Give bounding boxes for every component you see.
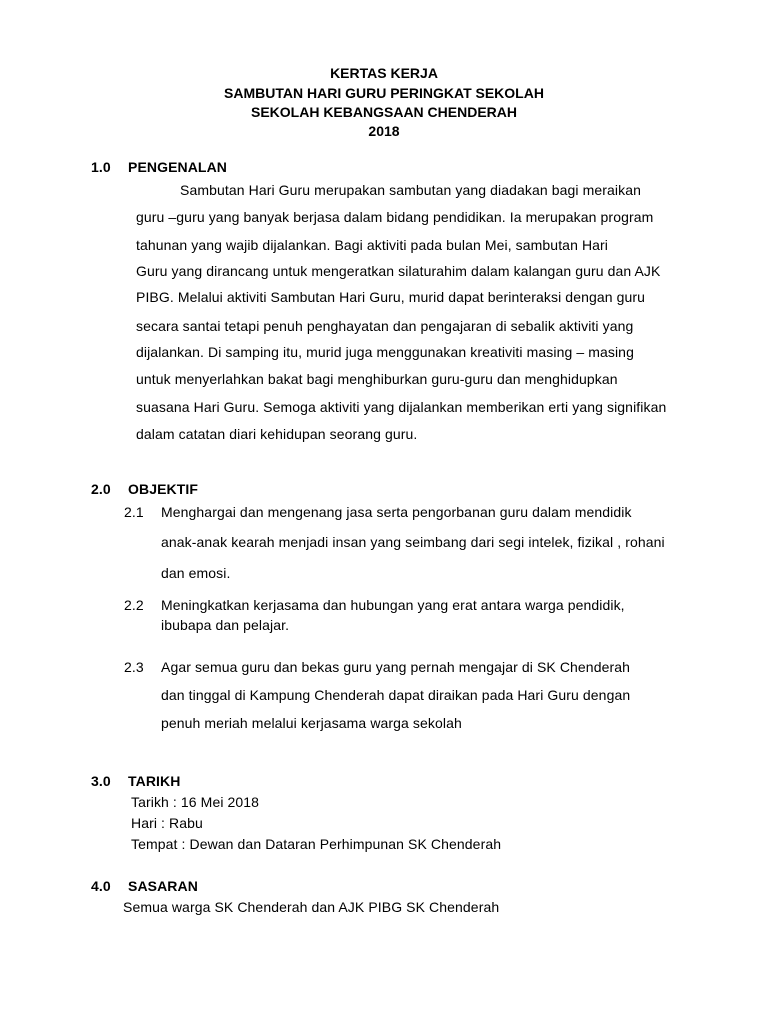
paragraph-line: dalam catatan diari kehidupan seorang guru. — [136, 426, 418, 442]
date-row: Tarikh : 16 Mei 2018 — [131, 794, 260, 810]
paragraph-line: PIBG. Melalui aktiviti Sambutan Hari Guru, murid dapat berinteraksi dengan guru — [136, 289, 646, 305]
section-3-number: 3.0 — [91, 773, 111, 789]
objective-line: Agar semua guru dan bekas guru yang pernah mengajar di SK Chenderah — [161, 659, 631, 675]
venue-row: Tempat : Dewan dan Dataran Perhimpunan SK Chenderah — [131, 836, 502, 852]
document-subtitle: SAMBUTAN HARI GURU PERINGKAT SEKOLAH — [224, 85, 544, 101]
objective-line: Meningkatkan kerjasama dan hubungan yang erat antara warga pendidik, — [161, 597, 625, 613]
paragraph-line: untuk menyerlahkan bakat bagi menghiburkan guru-guru dan menghidupkan — [136, 371, 618, 387]
objective-line: anak-anak kearah menjadi insan yang seimbang dari segi intelek, fizikal , rohani — [161, 534, 665, 550]
section-2-number: 2.0 — [91, 481, 111, 497]
section-4-number: 4.0 — [91, 878, 111, 894]
objective-line: ibubapa dan pelajar. — [161, 617, 290, 633]
section-4-title: SASARAN — [128, 878, 198, 894]
objective-line: Menghargai dan mengenang jasa serta pengorbanan guru dalam mendidik — [161, 504, 632, 520]
paragraph-line: Sambutan Hari Guru merupakan sambutan yang diadakan bagi meraikan — [180, 182, 641, 198]
day-row: Hari : Rabu — [131, 815, 203, 831]
paragraph-line: dijalankan. Di samping itu, murid juga menggunakan kreativiti masing – masing — [136, 344, 634, 360]
document-title: KERTAS KERJA — [330, 65, 438, 81]
objective-line: dan emosi. — [161, 565, 231, 581]
objective-line: penuh meriah melalui kerjasama warga sekolah — [161, 715, 462, 731]
section-3-title: TARIKH — [128, 773, 181, 789]
section-2-title: OBJEKTIF — [128, 481, 199, 497]
document-year: 2018 — [368, 123, 400, 139]
paragraph-line: secara santai tetapi penuh penghayatan dan pengajaran di sebalik aktiviti yang — [136, 318, 634, 334]
section-1-title: PENGENALAN — [128, 159, 228, 175]
paragraph-line: suasana Hari Guru. Semoga aktiviti yang dijalankan memberikan erti yang signifikan — [136, 399, 667, 415]
objective-number: 2.1 — [124, 504, 144, 520]
target-audience-text: Semua warga SK Chenderah dan AJK PIBG SK Chenderah — [123, 899, 500, 915]
section-1-number: 1.0 — [91, 159, 111, 175]
paragraph-line: tahunan yang wajib dijalankan. Bagi aktiviti pada bulan Mei, sambutan Hari — [136, 237, 609, 253]
objective-number: 2.2 — [124, 597, 144, 613]
paragraph-line: Guru yang dirancang untuk mengeratkan silaturahim dalam kalangan guru dan AJK — [136, 263, 661, 279]
objective-number: 2.3 — [124, 659, 144, 675]
school-name: SEKOLAH KEBANGSAAN CHENDERAH — [250, 104, 517, 120]
paragraph-line: guru –guru yang banyak berjasa dalam bidang pendidikan. Ia merupakan program — [136, 209, 654, 225]
objective-line: dan tinggal di Kampung Chenderah dapat diraikan pada Hari Guru dengan — [161, 687, 631, 703]
